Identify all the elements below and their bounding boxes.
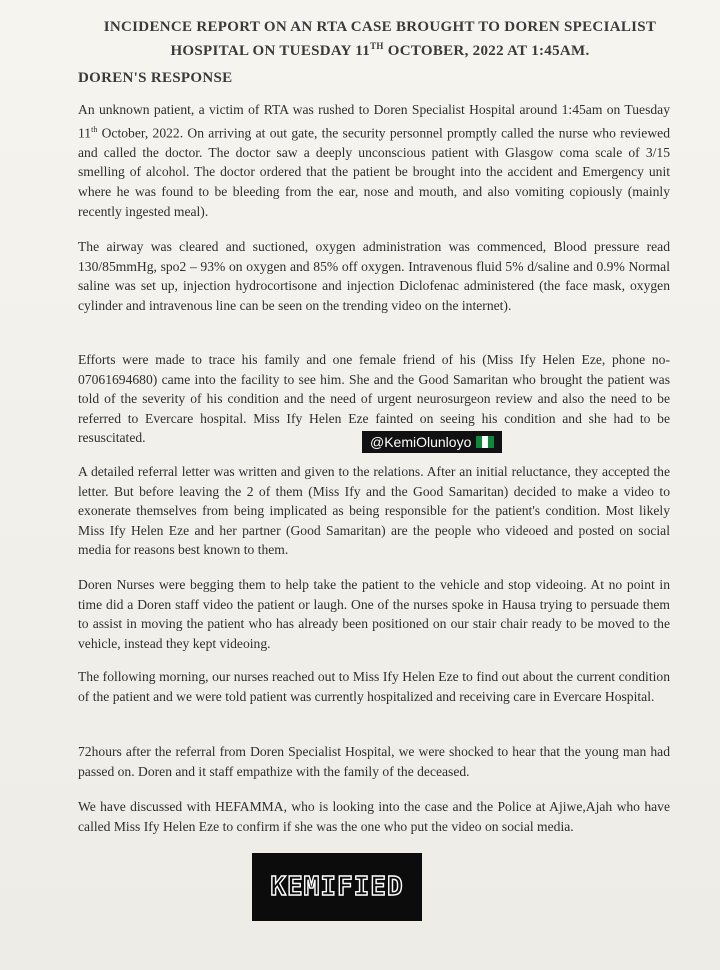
paragraph-treatment: The airway was cleared and suctioned, oxygen administration was commenced, Blood pressure read 130/85mmHg, spo2 – 93% on oxygen and 85% off oxygen. Intravenous fluid 5% d/saline and 0.9% Normal saline was set up, injection hydrocortisone and injection Diclofenac administered (the face mask, oxygen cylinder and intravenous line can be seen on the trending video on the internet).: [78, 239, 670, 313]
paragraph-family-contact: Efforts were made to trace his family and one female friend of his (Miss Ify Helen Eze, phone no- 07061694680) came into the facility to see him. She and the Good Samaritan who brought the patient was told of the severity of his condition and the need of urgent neurosurgeon review and also the need to be referred to Evercare hospital. Miss Ify Helen Eze fainted on seeing his condition and she had to be resuscitated.: [78, 352, 670, 446]
paragraph-arrival-part-2: October, 2022. On arriving at out gate, the security personnel promptly called the nurse who reviewed and called the doctor. The doctor saw a deeply unconscious patient with Glasgow coma scale of 3/15 smelling of alcohol. The doctor ordered that the patient be brought into the accident and Emergency unit where he was found to be bleeding from the ear, nose and mouth, and also vomiting copiously (mainly recently ingested meal).: [78, 125, 670, 219]
nigeria-flag-icon: [476, 436, 494, 448]
kemified-stamp: [252, 853, 422, 921]
paragraph-follow-up: The following morning, our nurses reached out to Miss Ify Helen Eze to find out about the current condition of the patient and we were told patient was currently hospitalized and receiving care in Evercare Hospital.: [78, 669, 670, 704]
section-heading: DOREN'S RESPONSE: [78, 70, 233, 86]
report-title-line-1: INCIDENCE REPORT ON AN RTA CASE BROUGHT TO DOREN SPECIALIST: [103, 19, 657, 35]
report-title: [60, 18, 700, 61]
watermark-handle: [362, 431, 502, 453]
kemified-stamp-text: KEMIFIED: [270, 872, 404, 902]
date-ordinal: th: [91, 124, 98, 134]
watermark-handle-text: @KemiOlunloyo: [370, 434, 472, 450]
paragraph-nurses: Doren Nurses were begging them to help take the patient to the vehicle and stop videoing. At no point in time did a Doren staff video the patient or laugh. One of the nurses spoke in Hausa trying to persuade them to assist in moving the patient who has already been positioned on our stair chair ready to be moved to the vehicle, instead they kept videoing.: [78, 577, 670, 651]
paragraph-passing: 72hours after the referral from Doren Specialist Hospital, we were shocked to hear that the young man had passed on. Doren and it staff empathize with the family of the deceased.: [78, 744, 670, 779]
paragraph-arrival: [78, 100, 670, 221]
report-title-line-2: [60, 37, 700, 61]
title-date-prefix: HOSPITAL ON TUESDAY 11: [170, 43, 371, 59]
title-date-suffix: TH: [370, 41, 384, 51]
title-date-rest: OCTOBER, 2022 AT 1:45AM.: [383, 43, 590, 59]
paragraph-investigation: We have discussed with HEFAMMA, who is looking into the case and the Police at Ajiwe,Ajah who have called Miss Ify Helen Eze to confirm if she was the one who put the video on social media.: [78, 799, 670, 834]
paragraph-referral: A detailed referral letter was written and given to the relations. After an initial reluctance, they accepted the letter. But before leaving the 2 of them (Miss Ify and the Good Samaritan) decided to make a video to exonerate themselves from being implicated as being responsible for the patient's condition. Most likely Miss Ify Helen Eze and her partner (Good Samaritan) are the people who videoed and posted on social media for reasons best known to them.: [78, 464, 670, 558]
paragraph-arrival-part-1: An unknown patient, a victim of RTA was rushed to Doren Specialist Hospital around 1:45am on Tuesday 11: [78, 102, 670, 141]
